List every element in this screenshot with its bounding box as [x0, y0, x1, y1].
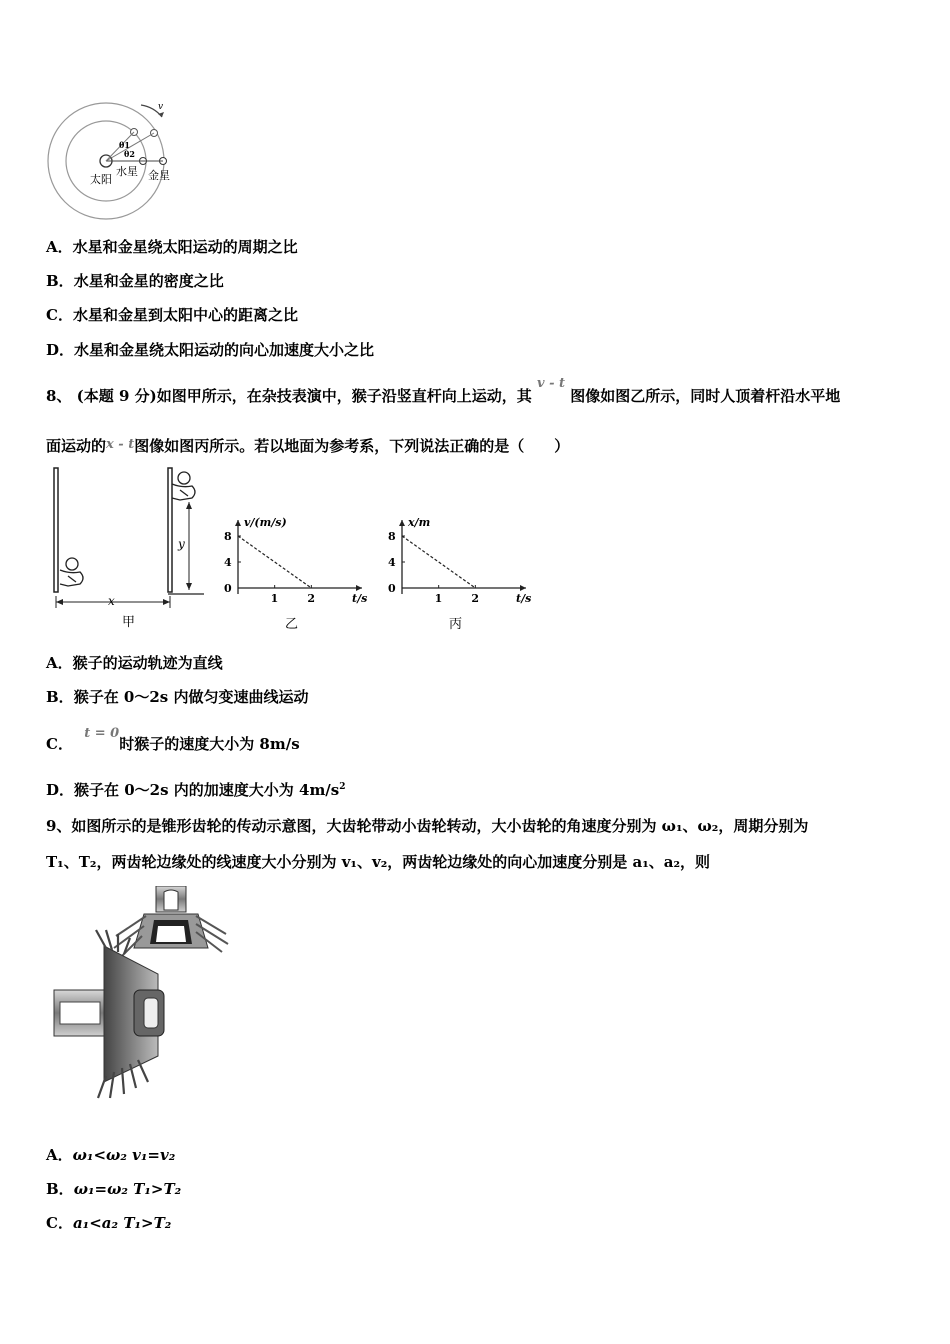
- q9-stem-line2: [46, 851, 710, 872]
- option-letter: C．: [46, 1214, 73, 1232]
- q9-option-b[interactable]: [46, 1178, 181, 1199]
- y-tick-label: 4: [388, 556, 396, 569]
- figure-jia: [46, 466, 216, 632]
- y-label: y: [178, 537, 185, 551]
- chart-caption: 乙: [285, 617, 299, 632]
- q8-stem-part3: 面运动的: [46, 437, 107, 455]
- y-tick-label: 8: [388, 530, 396, 543]
- q8-stem-line1: [46, 376, 841, 406]
- x-tick-label: 2: [471, 592, 479, 605]
- option-letter: B．: [46, 272, 74, 290]
- orbit-figure: [46, 95, 181, 225]
- x-axis-arrowhead: [520, 585, 526, 591]
- option-text: 水星和金星绕太阳运动的周期之比: [72, 238, 298, 256]
- option-text: 水星和金星到太阳中心的距离之比: [72, 306, 298, 324]
- option-letter: C．: [46, 306, 73, 324]
- option-text: 猴子的运动轨迹为直线: [72, 654, 223, 672]
- q9-stem-line1: [46, 815, 808, 836]
- option-letter: A．: [46, 654, 73, 672]
- left-pole: [54, 468, 58, 592]
- q9-option-a[interactable]: [46, 1144, 175, 1165]
- y-tick-label: 0: [224, 582, 232, 595]
- xt-symbol: x - t: [106, 437, 135, 452]
- right-pole: [168, 468, 172, 592]
- y-axis-arrowhead: [399, 520, 405, 526]
- q8-stem-part4: 图像如图丙所示。若以地面为参考系，下列说法正确的是（ ）: [134, 437, 570, 455]
- sun-label: 太阳: [90, 173, 112, 186]
- option-letter: B．: [46, 1180, 74, 1198]
- x-axis-arrowhead: [356, 585, 362, 591]
- option-letter: A．: [46, 238, 73, 256]
- q7-option-d[interactable]: [46, 339, 374, 360]
- x-tick-label: 2: [307, 592, 315, 605]
- x-arrowhead-left: [56, 599, 63, 605]
- q7-option-c[interactable]: [46, 304, 298, 325]
- venus-label: 金星: [148, 169, 170, 182]
- q8-stem-part1: 8、 (本题 9 分)如图甲所示，在杂技表演中，猴子沿竖直杆向上运动，其: [46, 387, 532, 405]
- option-text: ω₁<ω₂ v₁=v₂: [72, 1146, 176, 1164]
- superscript: 2: [339, 782, 346, 792]
- y-tick-label: 4: [224, 556, 232, 569]
- y-axis-arrowhead: [235, 520, 241, 526]
- x-label: x: [108, 594, 115, 608]
- q7-option-a[interactable]: [46, 236, 298, 257]
- y-axis-label: x/m: [408, 516, 431, 529]
- velocity-arrowhead: [158, 112, 164, 117]
- q9-stem-text: T₁、T₂，两齿轮边缘处的线速度大小分别为 v₁、v₂，两齿轮边缘处的向心加速度分别是 a₁、a₂，则: [46, 853, 711, 871]
- bevel-gear-figure: [46, 886, 236, 1102]
- q7-option-b[interactable]: [46, 270, 224, 291]
- monkey-top: [172, 472, 195, 500]
- x-tick-label: 1: [270, 592, 279, 605]
- small-gear: [114, 886, 228, 958]
- v-label: v: [158, 102, 164, 112]
- q9-stem-text: 9、如图所示的是锥形齿轮的传动示意图，大齿轮带动小齿轮转动，大小齿轮的角速度分别为 ω₁、ω₂，周期分别为: [46, 817, 809, 835]
- x-axis-label: t/s: [516, 592, 532, 605]
- q9-option-c[interactable]: [46, 1212, 171, 1233]
- chart-bing: [386, 512, 536, 634]
- y-tick-label: 8: [224, 530, 232, 543]
- mercury-label: 水星: [116, 165, 138, 178]
- option-letter: B．: [46, 688, 74, 706]
- x-arrowhead-right: [163, 599, 170, 605]
- chart-caption: 丙: [449, 617, 463, 632]
- option-letter: D．: [46, 781, 75, 799]
- data-line: [402, 536, 475, 588]
- option-letter: A．: [46, 1146, 73, 1164]
- option-text: 猴子在 0～2s 内的加速度大小为 4m/s: [74, 781, 340, 799]
- q8-option-a[interactable]: [46, 652, 223, 673]
- q8-option-c[interactable]: [46, 726, 300, 754]
- option-text: 猴子在 0～2s 内做匀变速曲线运动: [73, 688, 309, 706]
- q8-stem-part2: 图像如图乙所示，同时人顶着杆沿水平地: [570, 387, 841, 405]
- chart-yi: [222, 512, 372, 634]
- q8-stem-line2: [46, 435, 569, 456]
- y-axis-label: v/(m/s): [244, 516, 287, 529]
- monkey-bottom: [60, 558, 83, 586]
- theta2-label: θ2: [124, 149, 135, 159]
- option-letter: D．: [46, 341, 75, 359]
- option-letter: C．: [46, 735, 73, 753]
- y-arrowhead-bottom: [186, 583, 192, 590]
- option-text: a₁<a₂ T₁>T₂: [72, 1214, 172, 1232]
- option-text: 水星和金星的密度之比: [73, 272, 224, 290]
- x-tick-label: 1: [434, 592, 443, 605]
- t-zero-math: t = 0: [84, 726, 120, 741]
- option-text: ω₁=ω₂ T₁>T₂: [73, 1180, 182, 1198]
- large-gear: [54, 930, 164, 1098]
- q8-option-d[interactable]: [46, 779, 346, 800]
- y-arrowhead-top: [186, 502, 192, 509]
- data-line: [238, 536, 311, 588]
- jia-caption: 甲: [122, 615, 136, 630]
- theta1-label: θ1: [119, 140, 130, 150]
- q8-option-b[interactable]: [46, 686, 308, 707]
- y-tick-label: 0: [388, 582, 396, 595]
- vt-symbol: v - t: [536, 376, 565, 391]
- option-text: 时猴子的速度大小为 8m/s: [119, 735, 300, 753]
- x-axis-label: t/s: [352, 592, 368, 605]
- option-text: 水星和金星绕太阳运动的向心加速度大小之比: [74, 341, 375, 359]
